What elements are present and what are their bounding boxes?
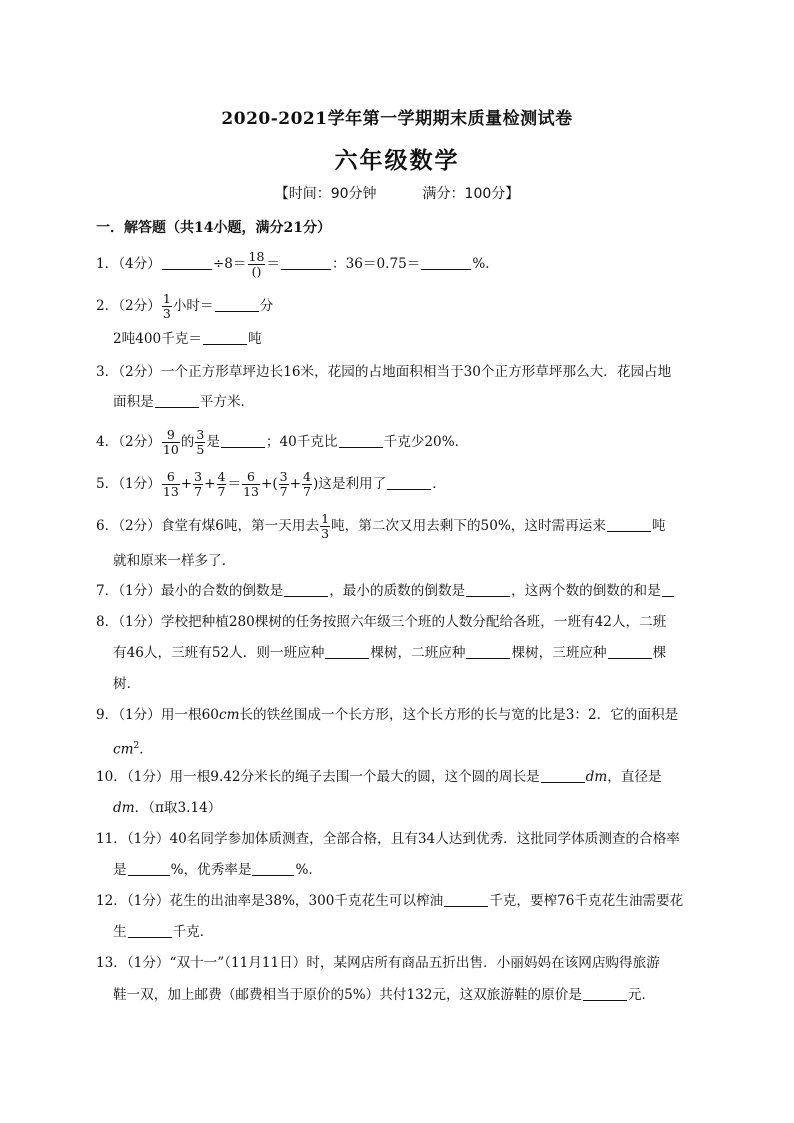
answer-blank[interactable] <box>466 643 510 659</box>
fraction: $\frac{3}{7}$ <box>194 469 203 499</box>
question-2-part-2: 2吨400千克＝ 吨 <box>113 331 262 347</box>
question-4: 4．（2分） $\frac{9}{10}$ 的 $\frac{3}{5}$ 是 ；40千克比 千克少20%． <box>96 427 469 457</box>
question-8: 8．（1分）学校把种植280棵树的任务按照六年级三个班的人数分配给各班，一班有42人，二班 <box>96 614 667 630</box>
question-10: 10．（1分）用一根9.42分米长的绳子去围一个最大的圆，这个圆的周长是 dm，直径是 <box>96 769 662 785</box>
question-7: 7．（1分）最小的合数的倒数是 ，最小的质数的倒数是 ，这两个数的倒数的和是 <box>96 581 675 601</box>
question-8-line-3: 树． <box>113 676 141 692</box>
time-info: 【时间：90分钟 <box>274 186 377 202</box>
question-8-line-2: 有46人，三班有52人．则一班应种 棵树，二班应种 棵树，三班应种 棵 <box>113 645 667 661</box>
fraction: $\frac{6}{13}$ <box>243 469 259 499</box>
question-5: 5．（1分） $\frac{6}{13}$ + $\frac{3}{7}$ + $\frac{4}{7}$ ＝ $\frac{6}{13}$ +( $\frac{3}{7}$ + $\frac{4}{7}$ )这是利用了 ． <box>96 469 446 499</box>
question-10-line-2: dm．（π取3.14） <box>113 800 222 816</box>
fraction: $\frac{6}{13}$ <box>162 469 179 499</box>
question-3: 3．（2分）一个正方形草坪边长16米，花园的占地面积相当于30个正方形草坪那么大．花园占地 <box>96 364 672 380</box>
answer-blank[interactable] <box>608 643 652 659</box>
answer-blank[interactable] <box>215 296 259 312</box>
answer-blank[interactable] <box>281 254 331 270</box>
question-3-line-2: 面积是 平方米． <box>113 394 255 410</box>
answer-blank[interactable] <box>466 581 510 597</box>
question-9-line-2: $cm^2$． <box>113 741 153 758</box>
fraction: $\frac{3}{7}$ <box>279 469 288 499</box>
question-13-line-2: 鞋一双，加上邮费（邮费相当于原价的5%）共付132元，这双旅游鞋的原价是 元． <box>113 987 656 1003</box>
fraction: $\frac{9}{10}$ <box>162 427 179 457</box>
question-1: 1．（4分） ÷8＝ $\frac{18}{()}$ ＝ ：36＝0.75＝ %． <box>96 249 499 279</box>
exam-info <box>0 183 794 203</box>
fraction: $\frac{4}{7}$ <box>217 469 226 499</box>
answer-blank[interactable] <box>252 860 294 876</box>
question-6: 6．（2分）食堂有煤6吨，第一天用去 $\frac{1}{3}$ 吨，第二次又用去剩下的50%，这时需再运来 吨 <box>96 511 666 541</box>
answer-blank[interactable] <box>444 891 488 907</box>
answer-blank[interactable] <box>162 254 212 270</box>
question-13: 13．（1分）“双十一”（11月11日）时，某网店所有商品五折出售．小丽妈妈在该网店购得旅游 <box>96 955 660 971</box>
exam-title: 2020-2021学年第一学期期末质量检测试卷 <box>221 109 573 129</box>
answer-blank[interactable] <box>155 392 199 408</box>
answer-blank[interactable] <box>339 432 383 448</box>
section-heading: 一．解答题（共14小题，满分21分） <box>96 220 331 236</box>
question-12-line-2: 生 千克． <box>113 924 214 940</box>
answer-blank[interactable] <box>221 432 265 448</box>
fraction: $\frac{3}{5}$ <box>196 427 205 457</box>
fraction: $\frac{1}{3}$ <box>321 511 330 541</box>
answer-blank[interactable] <box>284 581 328 597</box>
question-12: 12．（1分）花生的出油率是38%，300千克花生可以榨油 千克，要榨76千克花生油需要花 <box>96 893 684 909</box>
fraction: $\frac{1}{3}$ <box>162 291 171 321</box>
answer-blank[interactable] <box>541 767 585 783</box>
fraction: $\frac{18}{()}$ <box>248 249 265 279</box>
question-6-line-2: 就和原来一样多了． <box>113 553 236 569</box>
answer-blank[interactable] <box>128 860 170 876</box>
question-11: 11．（1分）40名同学参加体质测查，全部合格，且有34人达到优秀．这批同学体质测查的合格率 <box>96 831 680 847</box>
answer-blank[interactable] <box>128 922 172 938</box>
answer-blank[interactable] <box>387 474 431 490</box>
answer-blank[interactable] <box>662 581 674 597</box>
question-11-line-2: 是 %，优秀率是 %． <box>113 862 322 878</box>
score-info: 满分：100分】 <box>422 186 520 202</box>
answer-blank[interactable] <box>325 643 369 659</box>
answer-blank[interactable] <box>421 254 471 270</box>
answer-blank[interactable] <box>583 985 627 1001</box>
answer-blank[interactable] <box>607 516 651 532</box>
answer-blank[interactable] <box>203 329 247 345</box>
subject-title: 六年级数学 <box>334 147 460 174</box>
question-9: 9．（1分）用一根60cm长的铁丝围成一个长方形，这个长方形的长与宽的比是3：2．它的面积是 <box>96 707 679 723</box>
fraction: $\frac{4}{7}$ <box>303 469 311 499</box>
question-2: 2．（2分） $\frac{1}{3}$ 小时＝ 分 <box>96 291 274 321</box>
